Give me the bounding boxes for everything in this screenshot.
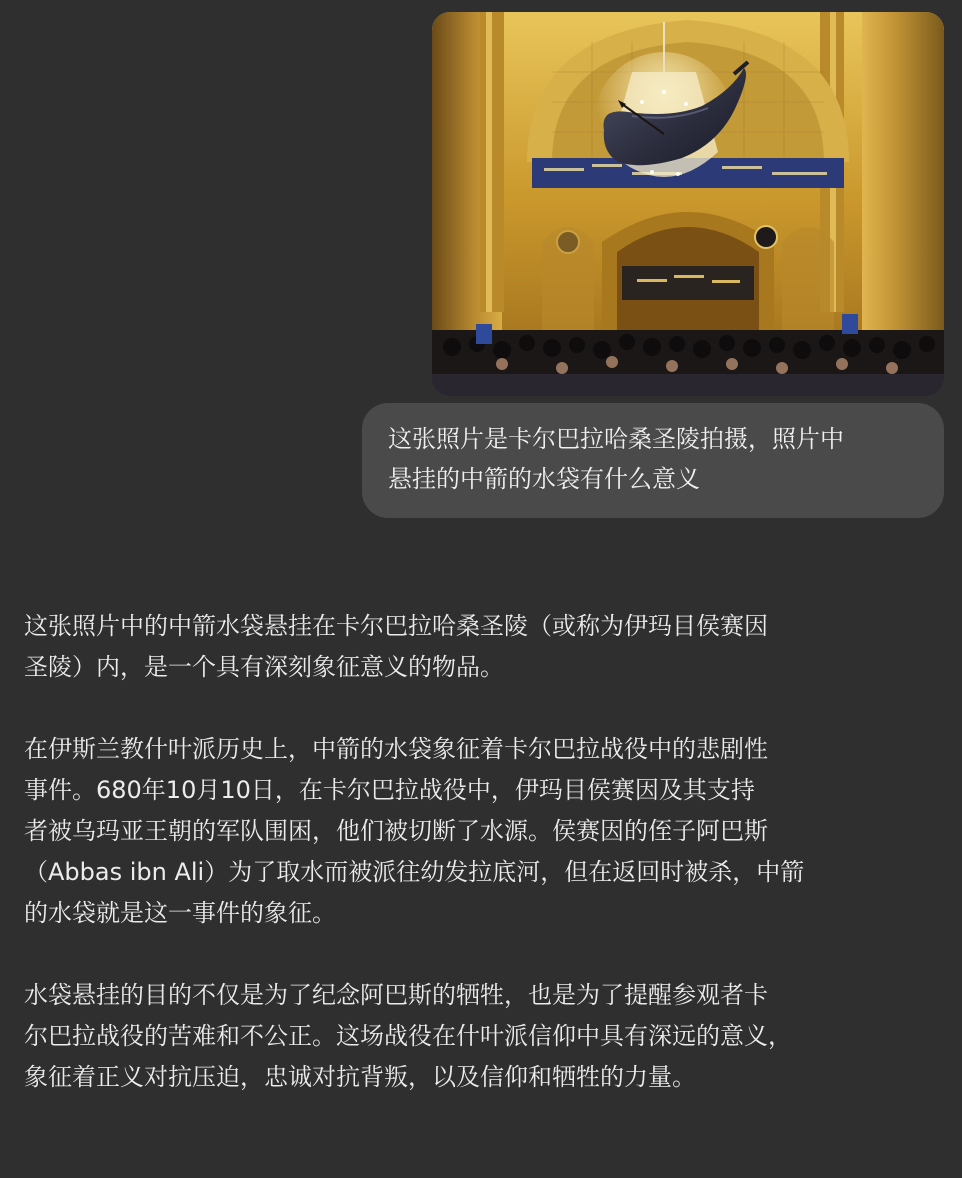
assistant-paragraph (24, 729, 914, 934)
assistant-line: 尔巴拉战役的苦难和不公正。这场战役在什叶派信仰中具有深远的意义， (24, 1022, 792, 1050)
user-uploaded-photo[interactable] (432, 12, 944, 396)
assistant-line: 这张照片中的中箭水袋悬挂在卡尔巴拉哈桑圣陵（或称为伊玛目侯赛因 (24, 612, 768, 640)
assistant-message (24, 606, 914, 1098)
assistant-line: 的水袋就是这一事件的象征。 (24, 899, 336, 927)
assistant-line: 者被乌玛亚王朝的军队围困，他们被切断了水源。侯赛因的侄子阿巴斯 (24, 817, 768, 845)
assistant-line: （Abbas ibn Ali）为了取水而被派往幼发拉底河，但在返回时被杀，中箭 (24, 858, 805, 886)
shrine-photo-illustration (432, 12, 944, 396)
assistant-line: 象征着正义对抗压迫，忠诚对抗背叛，以及信仰和牺牲的力量。 (24, 1063, 696, 1091)
assistant-line: 圣陵）内，是一个具有深刻象征意义的物品。 (24, 653, 504, 681)
assistant-paragraph (24, 975, 914, 1098)
assistant-line: 在伊斯兰教什叶派历史上，中箭的水袋象征着卡尔巴拉战役中的悲剧性 (24, 735, 768, 763)
assistant-line: 事件。680年10月10日，在卡尔巴拉战役中，伊玛目侯赛因及其支持 (24, 776, 755, 804)
assistant-paragraph (24, 606, 914, 688)
assistant-line: 水袋悬挂的目的不仅是为了纪念阿巴斯的牺牲，也是为了提醒参观者卡 (24, 981, 768, 1009)
user-message-line: 悬挂的中箭的水袋有什么意义 (388, 465, 700, 493)
user-message-bubble (362, 403, 944, 518)
user-message-line: 这张照片是卡尔巴拉哈桑圣陵拍摄，照片中 (388, 425, 844, 453)
